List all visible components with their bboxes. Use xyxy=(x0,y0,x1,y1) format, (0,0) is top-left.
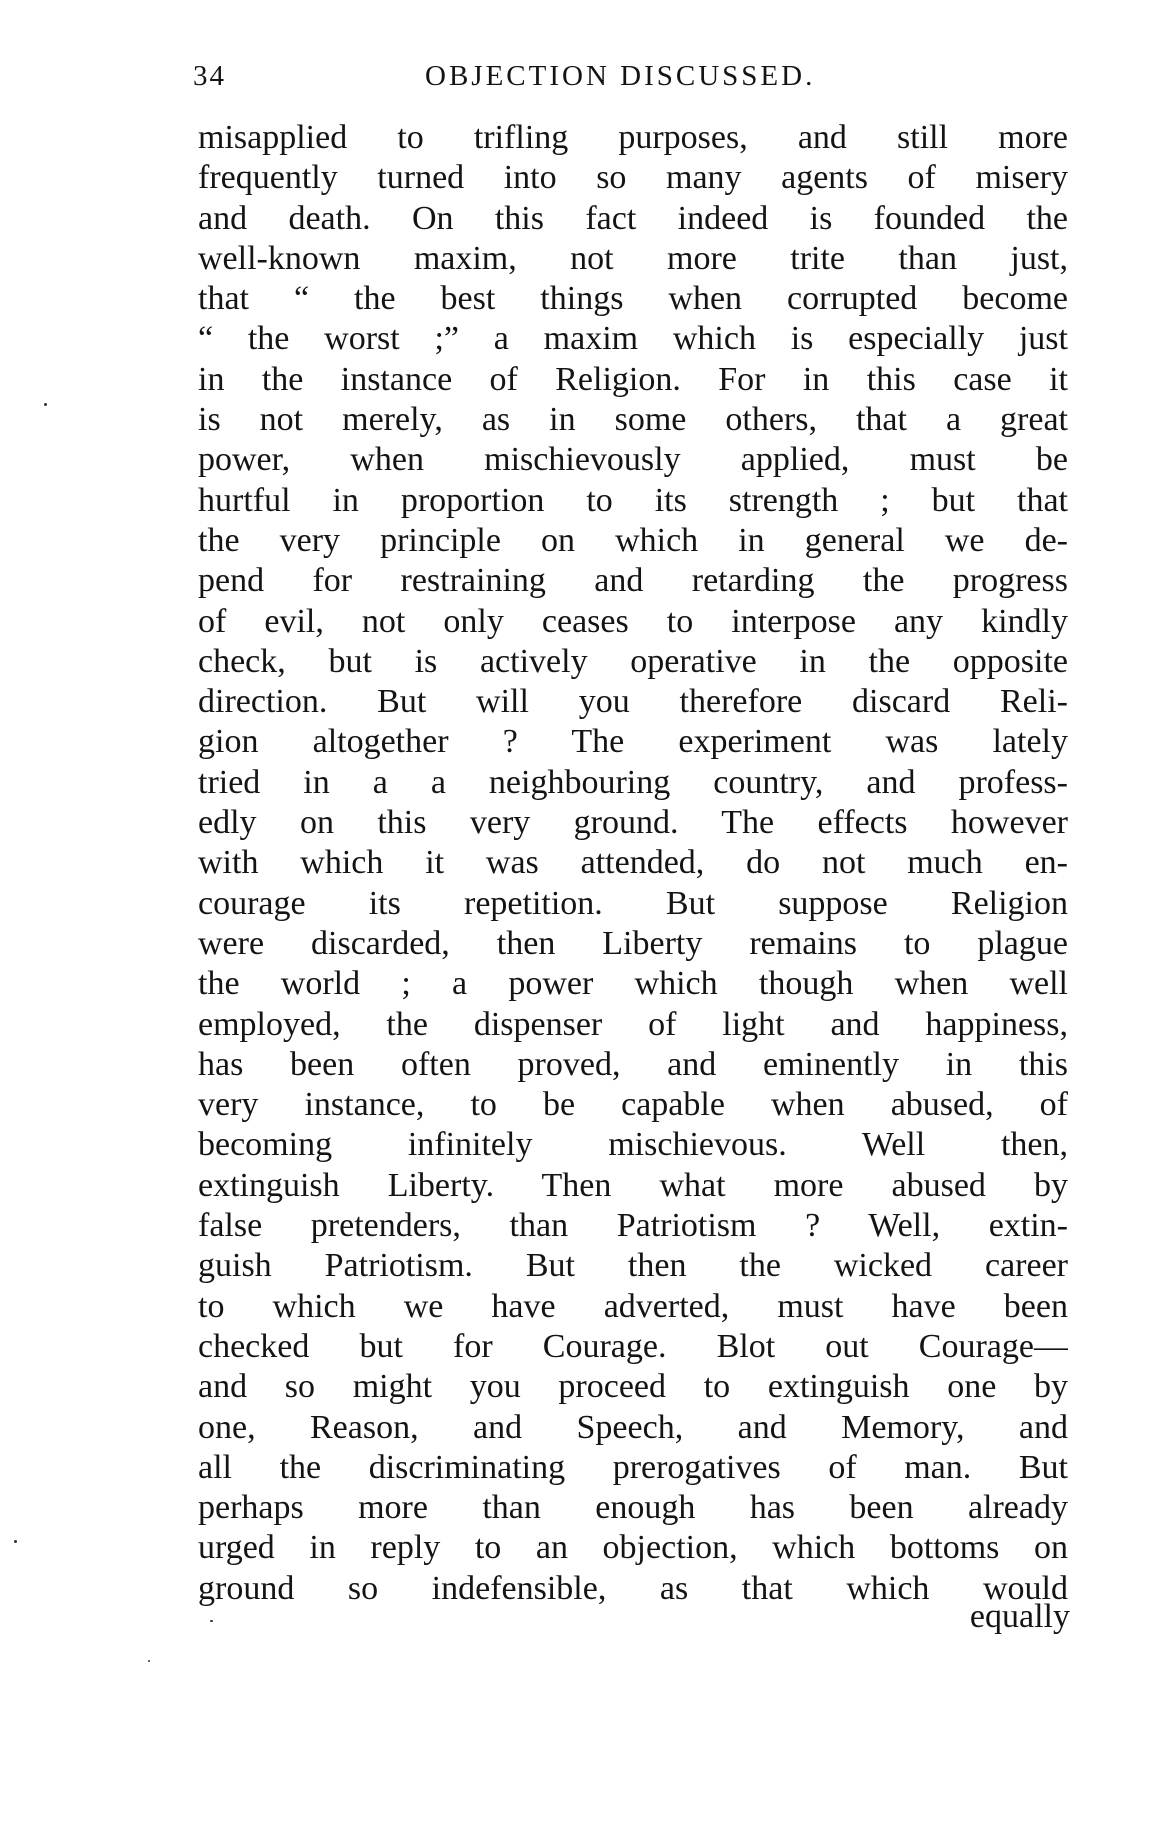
text-line: hurtful in proportion to its strength ; but that xyxy=(198,481,1068,519)
page-number: 34 xyxy=(193,60,226,92)
text-line: very instance, to be capable when abused, of xyxy=(198,1086,1068,1124)
text-line: and death. On this fact indeed is founded the xyxy=(198,199,1068,237)
text-line: with which it was attended, do not much en- xyxy=(198,844,1068,882)
text-line: frequently turned into so many agents of misery xyxy=(198,159,1068,197)
ink-speck xyxy=(210,1620,213,1622)
text-line: of evil, not only ceases to interpose any kindly xyxy=(198,602,1068,640)
text-line: that “ the best things when corrupted become xyxy=(198,280,1068,318)
text-line: to which we have adverted, must have been xyxy=(198,1287,1068,1325)
text-line: extinguish Liberty. Then what more abused by xyxy=(198,1166,1068,1204)
text-line: perhaps more than enough has been already xyxy=(198,1489,1068,1527)
body-text xyxy=(198,118,1068,1609)
text-line: employed, the dispenser of light and happiness, xyxy=(198,1005,1068,1043)
text-line: guish Patriotism. But then the wicked career xyxy=(198,1247,1068,1285)
text-line: pend for restraining and retarding the progress xyxy=(198,562,1068,600)
text-line: gion altogether ? The experiment was lately xyxy=(198,723,1068,761)
text-line: one, Reason, and Speech, and Memory, and xyxy=(198,1408,1068,1446)
text-line: courage its repetition. But suppose Religion xyxy=(198,884,1068,922)
text-line: urged in reply to an objection, which bottoms on xyxy=(198,1529,1068,1567)
text-line: the world ; a power which though when well xyxy=(198,965,1068,1003)
text-line: ground so indefensible, as that which would xyxy=(198,1569,1068,1607)
text-line: misapplied to trifling purposes, and still more xyxy=(198,119,1068,156)
text-line: “ the worst ;” a maxim which is especially just xyxy=(198,320,1068,358)
text-line: were discarded, then Liberty remains to plague xyxy=(198,924,1068,962)
text-line: well-known maxim, not more trite than just, xyxy=(198,239,1068,277)
text-line: direction. But will you therefore discard Reli- xyxy=(198,683,1068,721)
text-line: power, when mischievously applied, must be xyxy=(198,441,1068,479)
text-line: checked but for Courage. Blot out Courage— xyxy=(198,1327,1068,1365)
catchword: equally xyxy=(969,1598,1070,1635)
text-line: is not merely, as in some others, that a great xyxy=(198,401,1068,439)
text-line: tried in a a neighbouring country, and profess- xyxy=(198,763,1068,801)
text-line: edly on this very ground. The effects however xyxy=(198,804,1068,842)
text-line: has been often proved, and eminently in this xyxy=(198,1045,1068,1083)
text-line: check, but is actively operative in the opposite xyxy=(198,642,1068,680)
ink-speck xyxy=(14,1540,17,1543)
running-head xyxy=(193,60,1073,100)
ink-speck xyxy=(148,1660,150,1662)
text-line: in the instance of Religion. For in this case it xyxy=(198,360,1068,398)
ink-speck xyxy=(44,403,47,406)
text-line: all the discriminating prerogatives of man. But xyxy=(198,1448,1068,1486)
text-line: and so might you proceed to extinguish one by xyxy=(198,1368,1068,1406)
text-line: false pretenders, than Patriotism ? Well, extin- xyxy=(198,1207,1068,1245)
text-line: the very principle on which in general we de- xyxy=(198,521,1068,559)
text-line: becoming infinitely mischievous. Well then, xyxy=(198,1126,1068,1164)
running-title: OBJECTION DISCUSSED. xyxy=(425,60,816,92)
